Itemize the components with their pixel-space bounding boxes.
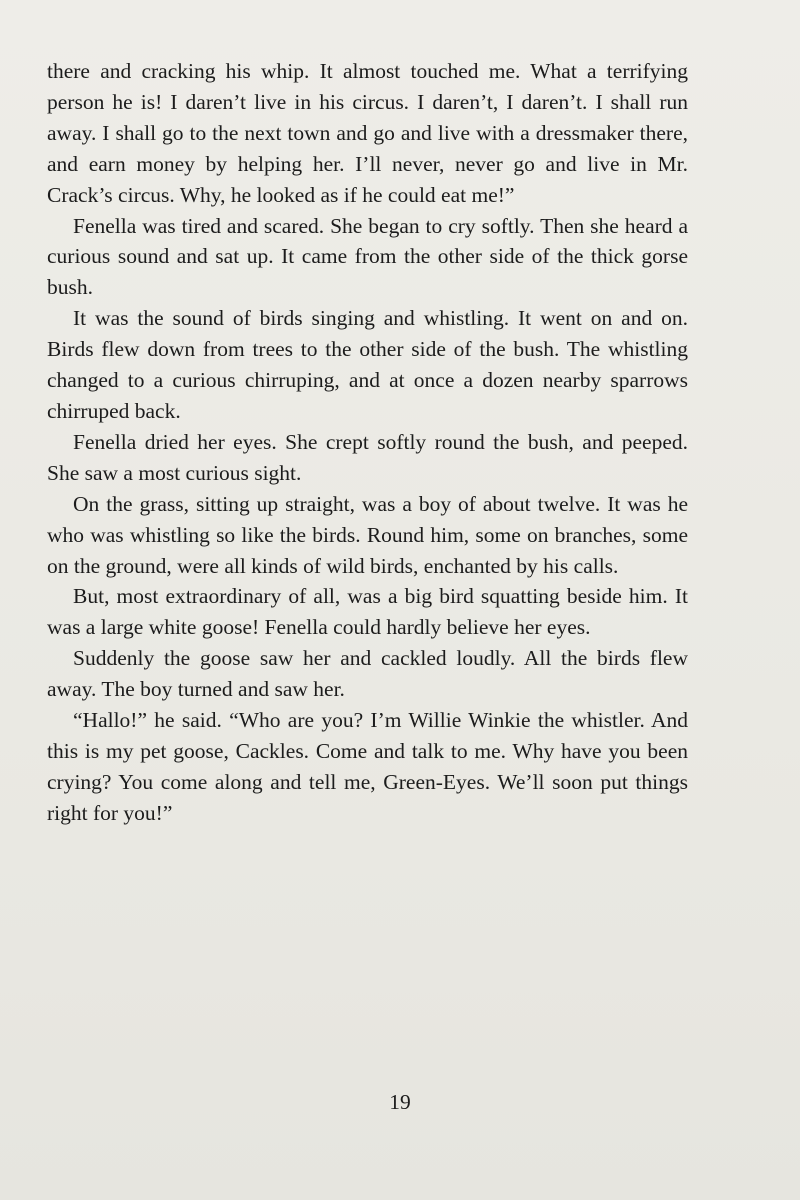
paragraph-5: On the grass, sitting up straight, was a boy of about twelve. It was he who was whistling so like the birds. Round him, some on branches, some on the ground, were all kinds of wild birds, enchanted by his calls. (47, 491, 688, 578)
paragraph-2: Fenella was tired and scared. She began to cry softly. Then she heard a curious sound and sat up. It came from the other side of the thick gorse bush. (47, 213, 688, 300)
paragraph-3: It was the sound of birds singing and whistling. It went on and on. Birds flew down from trees to the other side of the bush. The whistling changed to a curious chirruping, and at once a dozen nearby sparrows chirruped back. (47, 306, 688, 423)
paragraph-1: there and cracking his whip. It almost touched me. What a terrifying person he is! I daren’t live in his circus. I daren’t, I daren’t. I shall run away. I shall go to the next town and go and live with a dressmaker there, and earn money by helping her. I’ll never, never go and live in Mr. Crack’s circus. Why, he looked as if he could eat me!” (47, 59, 688, 207)
paragraph-6: But, most extraordinary of all, was a big bird squatting beside him. It was a large white goose! Fenella could hardly believe her eyes. (47, 584, 688, 640)
body-text (47, 56, 688, 829)
paragraph-8: “Hallo!” he said. “Who are you? I’m Willie Winkie the whistler. And this is my pet goose, Cackles. Come and talk to me. Why have you been crying? You come along and tell me, Green-Eyes. We’ll soon put things right for you!” (47, 708, 688, 825)
paragraph-4: Fenella dried her eyes. She crept softly round the bush, and peeped. She saw a most curious sight. (47, 429, 688, 485)
paragraph-7: Suddenly the goose saw her and cackled loudly. All the birds flew away. The boy turned and saw her. (47, 646, 688, 702)
page-number: 19 (389, 1090, 411, 1114)
